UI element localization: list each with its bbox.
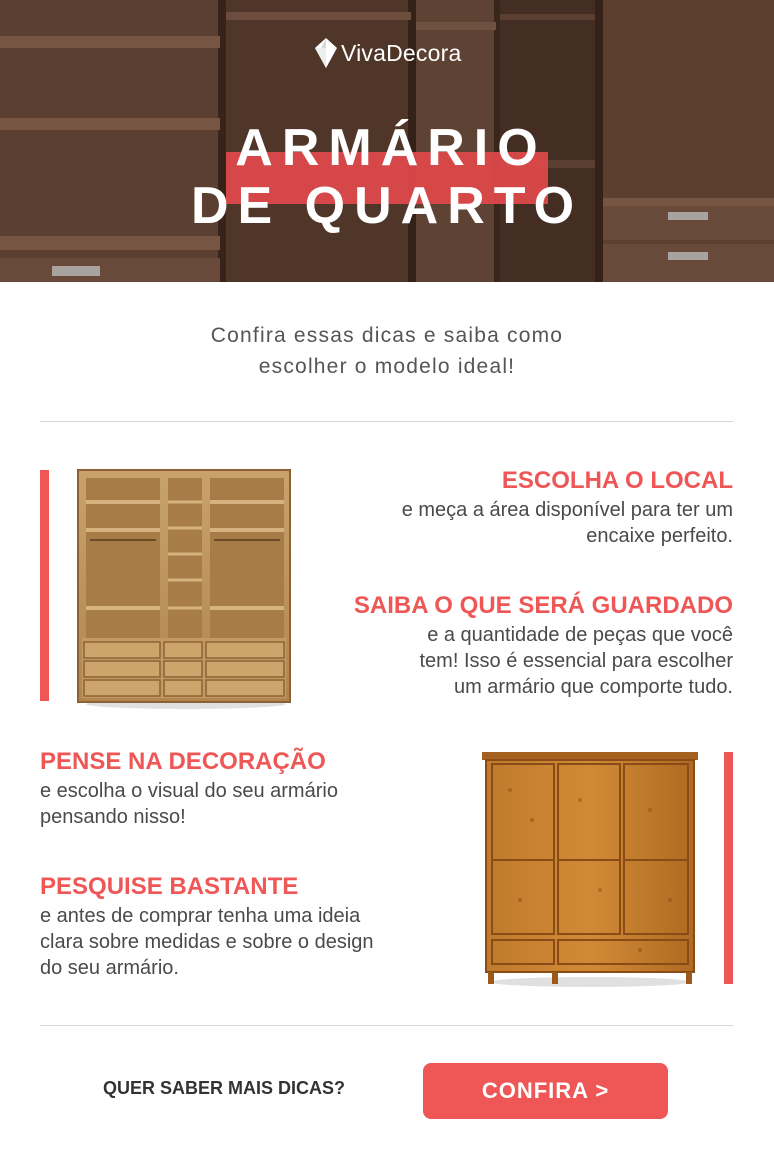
- intro-text: [0, 320, 774, 382]
- confira-button[interactable]: CONFIRA >: [423, 1063, 668, 1119]
- tip-text: [313, 497, 733, 549]
- tip-heading: SAIBA O QUE SERÁ GUARDADO: [353, 592, 733, 619]
- tip-text-line: e a quantidade de peças que você: [427, 624, 733, 646]
- intro-line: escolher o modelo ideal!: [258, 355, 516, 378]
- tip-text: [40, 778, 440, 830]
- tip-text: [40, 903, 460, 981]
- page-title-line2: DE QUARTO: [190, 177, 584, 235]
- tip-text: [313, 622, 733, 700]
- hero-banner: [0, 0, 774, 282]
- tip-text-line: clara sobre medidas e sobre o design: [40, 931, 374, 953]
- tip-heading: ESCOLHA O LOCAL: [501, 467, 733, 494]
- brand-name: VivaDecora: [341, 39, 462, 66]
- tip-text-line: do seu armário.: [40, 957, 179, 979]
- cta-label: QUER SABER MAIS DICAS?: [103, 1078, 346, 1098]
- tip-heading: PESQUISE BASTANTE: [40, 873, 299, 900]
- tip-text-line: um armário que comporte tudo.: [453, 676, 733, 698]
- tip-text-line: encaixe perfeito.: [586, 525, 733, 547]
- tip-text-line: e antes de comprar tenha uma ideia: [40, 905, 361, 927]
- divider: [40, 421, 733, 422]
- page-title-line1: ARMÁRIO: [235, 119, 547, 177]
- tip-text-line: e meça a área disponível para ter um: [401, 499, 733, 521]
- intro-line: Confira essas dicas e saiba como: [210, 324, 564, 347]
- closed-wardrobe-image: [480, 750, 702, 988]
- viva-decora-logo-icon: [315, 38, 337, 68]
- tip-text-line: tem! Isso é essencial para escolher: [419, 650, 733, 672]
- tip-text-line: e escolha o visual do seu armário: [40, 780, 338, 802]
- tip-heading: PENSE NA DECORAÇÃO: [40, 748, 326, 775]
- accent-bar: [40, 470, 49, 701]
- accent-bar: [724, 752, 733, 984]
- tip-text-line: pensando nisso!: [40, 806, 186, 828]
- open-wardrobe-image: [74, 466, 294, 710]
- divider: [40, 1025, 733, 1026]
- brand-logo: [315, 38, 461, 68]
